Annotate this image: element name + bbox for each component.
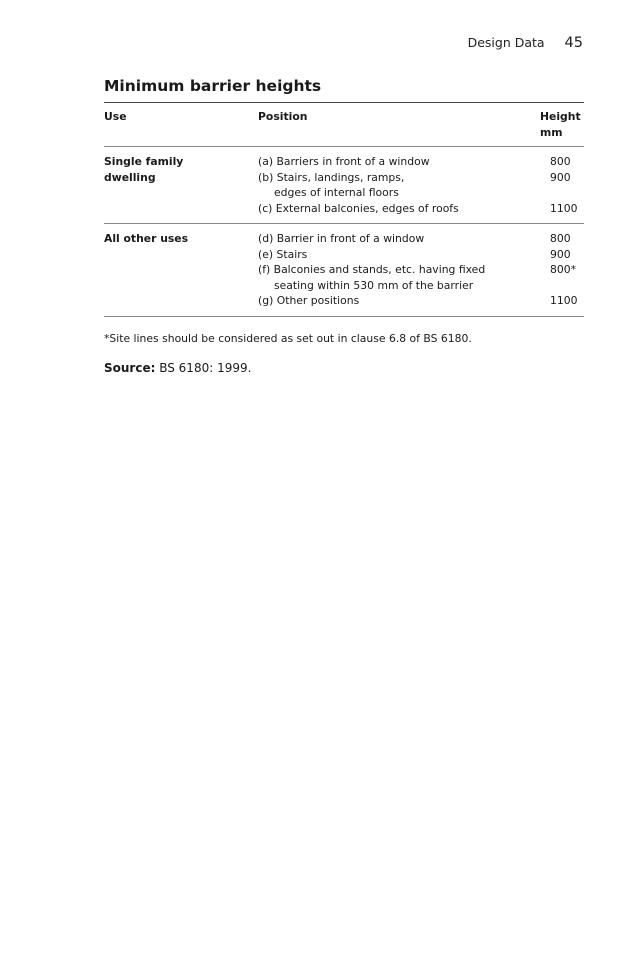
height-value: 900 [550,247,571,261]
height-value: 900 [550,170,571,184]
height-value: 800 [550,155,571,168]
page-content [104,74,584,376]
use-label-line1: All other uses [104,232,189,245]
barrier-heights-table [104,102,584,317]
position-item: (e) Stairs [258,247,308,261]
use-label-line2: dwelling [104,170,156,184]
source-citation [104,360,584,376]
position-item: (c) External balconies, edges of roofs [258,201,459,215]
position-item: (f) Balconies and stands, etc. having fixed [258,263,486,276]
running-head [468,35,583,51]
use-cell [104,224,258,317]
position-item: (d) Barrier in front of a window [258,232,425,245]
position-item-continuation: edges of internal floors [274,186,399,199]
use-label-line1: Single family [104,155,184,168]
header-height [540,103,584,147]
height-value: 800* [550,263,577,276]
table-title: Minimum barrier heights [104,77,322,95]
height-cell [540,224,584,317]
position-cell [258,224,540,317]
table-header-row [104,103,584,147]
header-height-line1: Height [540,110,581,123]
header-position: Position [258,110,308,123]
position-item: (g) Other positions [258,294,360,307]
table-row-single-family [104,147,584,224]
header-use: Use [104,110,127,123]
header-height-line2: mm [540,125,563,139]
table-footnote: *Site lines should be considered as set out in clause 6.8 of BS 6180. [104,331,472,345]
source-label: Source: [104,360,156,375]
position-cell [258,147,540,224]
page-number: 45 [564,35,583,51]
position-item: (a) Barriers in front of a window [258,155,430,168]
running-head-section: Design Data [467,35,545,50]
use-cell [104,147,258,224]
height-cell [540,147,584,224]
height-value: 1100 [550,201,578,215]
height-value: 800 [550,232,571,245]
table-row-all-other-uses [104,224,584,317]
position-item: (b) Stairs, landings, ramps, [258,170,405,184]
height-value: 1100 [550,294,578,307]
source-text: BS 6180: 1999. [155,360,252,375]
position-item-continuation: seating within 530 mm of the barrier [274,278,474,292]
